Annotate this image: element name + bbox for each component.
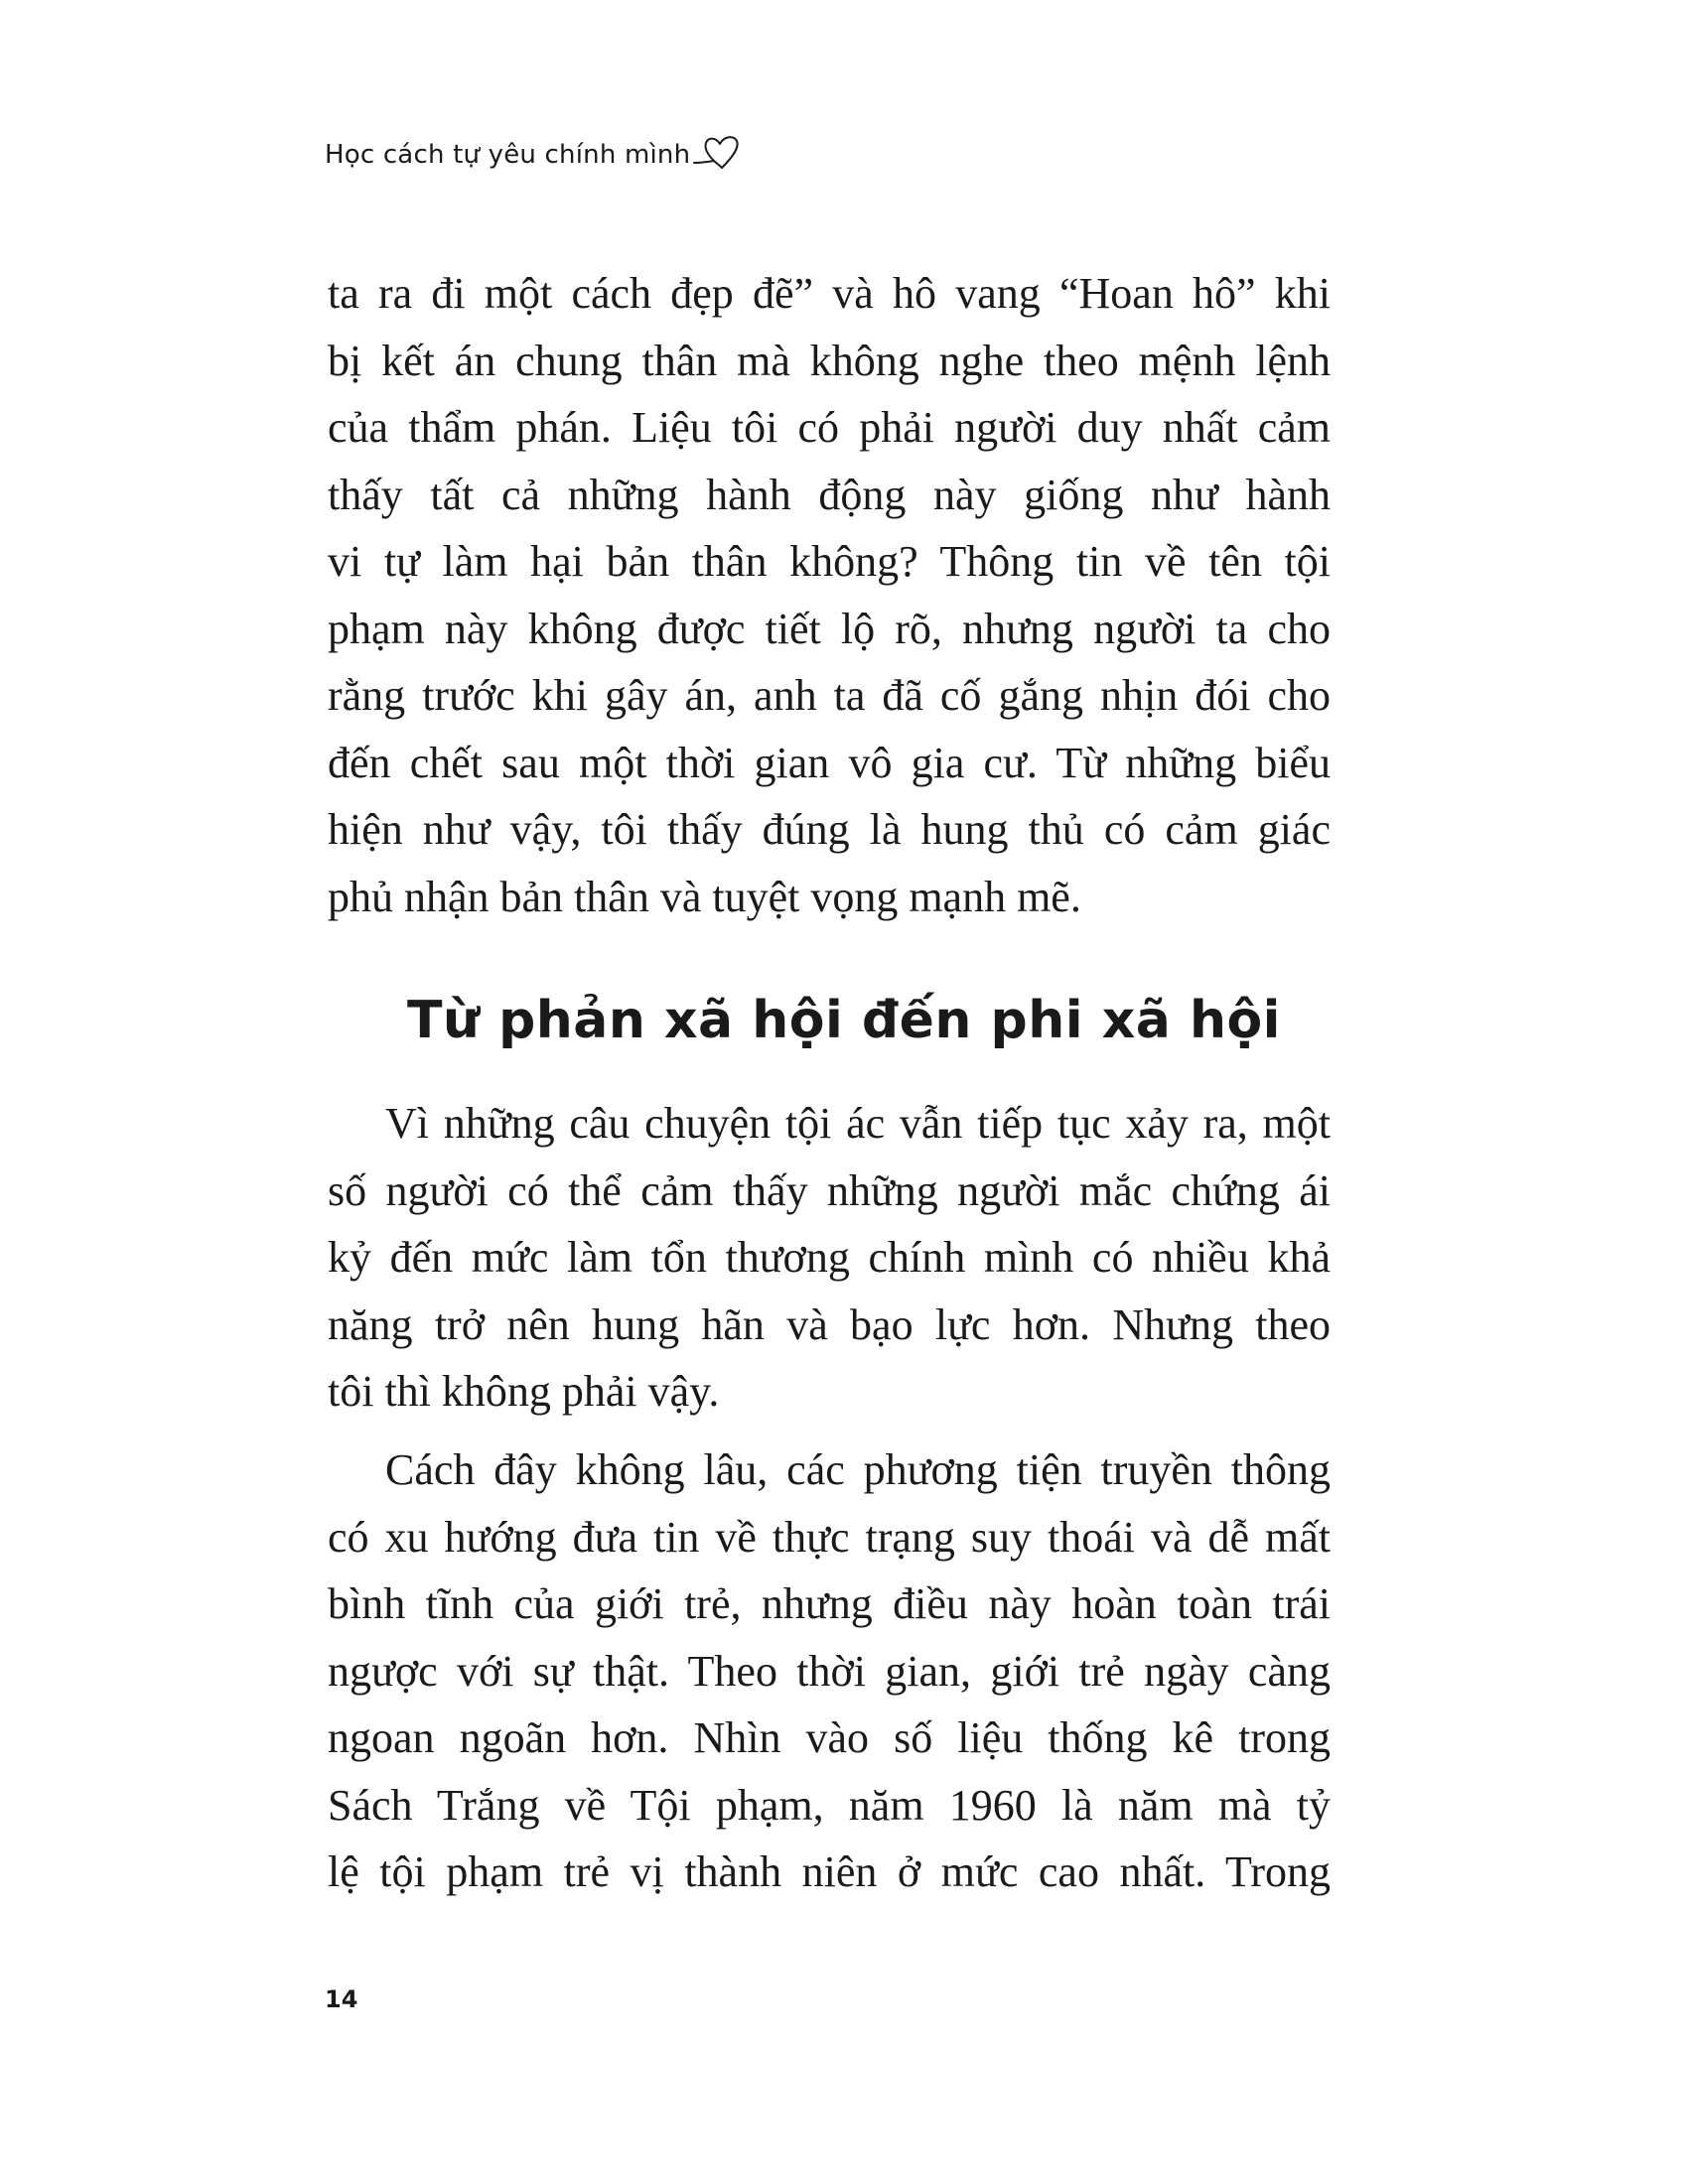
text-line: ngoan ngoãn hơn. Nhìn vào số liệu thống kê trong: [328, 1713, 1331, 1762]
paragraph-continuation: [328, 260, 1331, 930]
section-paragraph: [328, 1436, 1331, 1906]
text-line: tôi thì không phải vậy.: [328, 1367, 720, 1416]
text-line: thấy tất cả những hành động này giống như hành: [328, 470, 1331, 519]
text-line: Cách đây không lâu, các phương tiện truyền thông: [385, 1445, 1331, 1494]
section-paragraph: [328, 1090, 1331, 1426]
text-line: vi tự làm hại bản thân không? Thông tin về tên tội: [328, 537, 1331, 586]
text-line: số người có thể cảm thấy những người mắc chứng ái: [328, 1165, 1331, 1215]
text-line: bình tĩnh của giới trẻ, nhưng điều này hoàn toàn trái: [328, 1579, 1331, 1628]
heart-doodle-icon: [692, 131, 744, 175]
text-line: của thẩm phán. Liệu tôi có phải người duy nhất cảm: [328, 403, 1331, 452]
text-line: Sách Trắng về Tội phạm, năm 1960 là năm mà tỷ: [328, 1780, 1331, 1830]
section-heading: Từ phản xã hội đến phi xã hội: [406, 991, 1282, 1050]
page-number: 14: [325, 1985, 358, 2013]
text-line: phủ nhận bản thân và tuyệt vọng mạnh mẽ.: [328, 872, 1081, 921]
text-line: kỷ đến mức làm tổn thương chính mình có nhiều khả: [328, 1233, 1331, 1282]
text-line: ta ra đi một cách đẹp đẽ” và hô vang “Hoan hô” khi: [328, 269, 1331, 318]
text-line: lệ tội phạm trẻ vị thành niên ở mức cao nhất. Trong: [328, 1847, 1331, 1896]
text-line: ngược với sự thật. Theo thời gian, giới trẻ ngày càng: [328, 1646, 1331, 1696]
running-header: [325, 133, 744, 177]
text-line: hiện như vậy, tôi thấy đúng là hung thủ có cảm giác: [328, 805, 1331, 854]
text-line: rằng trước khi gây án, anh ta đã cố gắng nhịn đói cho: [328, 671, 1331, 720]
text-line: năng trở nên hung hãn và bạo lực hơn. Nhưng theo: [328, 1299, 1331, 1349]
text-line: có xu hướng đưa tin về thực trạng suy thoái và dễ mất: [328, 1512, 1331, 1562]
text-line: Vì những câu chuyện tội ác vẫn tiếp tục xảy ra, một: [385, 1099, 1331, 1148]
text-line: bị kết án chung thân mà không nghe theo mệnh lệnh: [328, 336, 1331, 385]
text-line: phạm này không được tiết lộ rõ, nhưng người ta cho: [328, 604, 1331, 653]
running-header-title: Học cách tự yêu chính mình: [325, 140, 691, 170]
text-line: đến chết sau một thời gian vô gia cư. Từ những biểu: [328, 738, 1331, 787]
